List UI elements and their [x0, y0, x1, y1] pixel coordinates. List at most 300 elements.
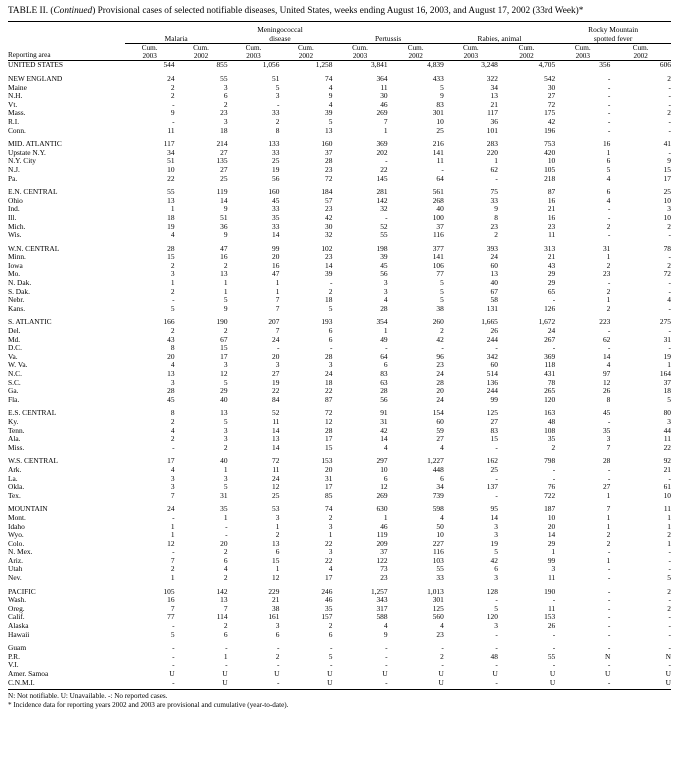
cell-value: 10 — [380, 464, 388, 474]
cell-value: 142 — [376, 195, 388, 205]
cell-value: U — [492, 669, 498, 678]
cell-value: 606 — [659, 60, 671, 70]
cell-value: 2 — [170, 326, 175, 336]
cell-value: 5 — [223, 377, 228, 387]
table-row — [8, 149, 671, 158]
cell-value: 116 — [433, 230, 444, 240]
cell-value: 13 — [167, 369, 175, 378]
cell-value: - — [668, 252, 671, 262]
cell-value: 141 — [432, 147, 444, 157]
table-row — [8, 157, 671, 166]
row-label: Amer. Samoa — [8, 669, 49, 678]
cell-value: 7 — [170, 490, 175, 500]
cell-value: 24 — [325, 369, 333, 378]
cell-value: 49 — [380, 334, 388, 344]
cell-value: 23 — [602, 269, 611, 279]
cell-value: 33 — [272, 204, 280, 214]
cell-value: 15 — [272, 555, 280, 565]
cell-value: - — [607, 573, 611, 583]
cell-value: 198 — [376, 243, 388, 253]
cell-value: 38 — [272, 603, 280, 613]
cell-value: 28 — [325, 351, 333, 361]
cell-value: 131 — [486, 303, 498, 313]
cell-value: - — [607, 416, 611, 426]
cell-value: - — [495, 442, 498, 452]
cell-value: 1 — [275, 564, 280, 574]
cell-value: 2 — [223, 99, 228, 109]
cell-value: 36 — [490, 116, 498, 126]
cell-value: - — [276, 677, 280, 687]
cell-value: 4 — [170, 360, 175, 370]
cell-value: 128 — [486, 586, 498, 596]
row-label: Fla. — [8, 394, 20, 404]
table-row — [8, 166, 671, 175]
page-title — [8, 6, 671, 17]
row-label: Nev. — [8, 573, 22, 583]
cell-value: 10 — [436, 116, 444, 126]
reporting-area-header: Reporting area — [8, 44, 125, 61]
cell-value: 17 — [220, 351, 228, 361]
cell-value: 15 — [167, 252, 175, 262]
cell-value: 43 — [547, 260, 556, 270]
cell-value: 2 — [170, 434, 175, 444]
cell-value: 78 — [663, 243, 671, 253]
cell-value: 55 — [547, 651, 556, 661]
cell-value: 73 — [380, 564, 388, 574]
cell-value: 15 — [220, 343, 228, 353]
cell-value: 35 — [547, 434, 556, 444]
table-row — [8, 313, 671, 327]
row-label: P.R. — [8, 651, 20, 661]
cell-value: 11 — [436, 156, 444, 166]
cell-value: 29 — [547, 278, 556, 288]
cell-value: 11 — [663, 504, 671, 514]
cell-value: 48 — [490, 651, 498, 661]
cell-value: 25 — [490, 464, 498, 474]
cell-value: 2 — [223, 547, 228, 557]
cell-value: 13 — [325, 125, 333, 135]
cell-value: - — [329, 660, 333, 670]
cell-value: 26 — [547, 621, 556, 631]
cell-value: 3 — [170, 473, 175, 483]
table-row — [8, 118, 671, 127]
cell-value: 7 — [223, 603, 228, 613]
cell-value: 12 — [380, 482, 388, 492]
cell-value: 11 — [548, 573, 556, 583]
cell-value: 62 — [602, 334, 611, 344]
cell-value: - — [607, 621, 611, 631]
row-label: Oreg. — [8, 603, 25, 613]
cell-value: 3 — [328, 521, 333, 531]
cell-value: 6 — [383, 360, 388, 370]
table-row — [8, 475, 671, 484]
cell-value: 19 — [490, 538, 498, 548]
row-label: Va. — [8, 351, 18, 361]
cell-value: 9 — [223, 303, 228, 313]
cell-value: 2 — [667, 260, 671, 270]
cell-value: 3 — [494, 521, 498, 531]
cell-value: 80 — [663, 408, 671, 418]
cell-value: - — [668, 621, 671, 631]
cell-value: - — [495, 595, 498, 605]
cell-value: U — [605, 669, 611, 678]
table-row — [8, 396, 671, 405]
row-label: Idaho — [8, 521, 25, 531]
cell-value: 22 — [380, 164, 388, 174]
row-label: N.C. — [8, 369, 22, 378]
footnote-line-2: * Incidence data for reporting years 2002 and 2003 are provisional and cumulative (year-to-date). — [8, 700, 289, 709]
table-row — [8, 92, 671, 101]
cell-value: 2 — [328, 621, 333, 631]
cell-value: - — [172, 116, 175, 126]
cell-value: 283 — [486, 139, 498, 149]
cell-value: 13 — [167, 195, 175, 205]
group-header-rmsf: Rocky Mountain spotted fever — [555, 22, 671, 44]
cell-value: N — [605, 651, 611, 661]
cell-value: 3 — [383, 286, 388, 296]
cell-value: 37 — [436, 221, 444, 231]
cell-value: 60 — [436, 416, 444, 426]
cell-value: 2 — [275, 651, 280, 661]
cell-value: 218 — [544, 173, 556, 183]
cell-value: 12 — [325, 416, 333, 426]
cell-value: 9 — [328, 91, 333, 101]
table-row — [8, 253, 671, 262]
cell-value: 322 — [486, 74, 498, 83]
cell-value: - — [607, 343, 611, 353]
cell-value: 46 — [380, 521, 388, 531]
cell-value: 18 — [220, 125, 228, 135]
cell-value: 3 — [275, 512, 280, 522]
cell-value: 21 — [663, 464, 671, 474]
cell-value: 72 — [325, 173, 333, 183]
cell-value: 2 — [667, 221, 671, 231]
cell-value: 14 — [602, 351, 611, 361]
cell-value: 229 — [268, 586, 280, 596]
table-body — [8, 61, 671, 687]
cell-value: - — [607, 91, 611, 101]
cell-value: - — [172, 651, 175, 661]
cell-value: 6 — [606, 187, 611, 197]
row-label: Wash. — [8, 595, 27, 605]
cell-value: 27 — [272, 369, 280, 378]
cell-value: - — [495, 343, 498, 353]
cell-value: 4 — [440, 621, 444, 631]
cell-value: 97 — [602, 369, 611, 378]
cell-value: 223 — [599, 317, 611, 327]
row-label: MOUNTAIN — [8, 504, 48, 514]
cell-value: 5 — [223, 482, 228, 492]
cell-value: 31 — [380, 416, 388, 426]
cell-value: 72 — [547, 99, 556, 109]
cell-value: - — [607, 660, 611, 670]
cell-value: 2 — [494, 230, 498, 240]
cell-value: 87 — [325, 394, 333, 404]
cell-value: 42 — [380, 425, 388, 435]
table-row — [8, 240, 671, 254]
table-row — [8, 327, 671, 336]
cell-value: 56 — [272, 173, 280, 183]
cell-value: 269 — [376, 108, 388, 118]
cell-value: 74 — [325, 504, 333, 514]
cell-value: 74 — [325, 74, 333, 83]
cell-value: 23 — [325, 252, 333, 262]
cell-value: 2 — [170, 82, 175, 92]
cell-value: 7 — [383, 116, 388, 126]
cell-value: - — [607, 74, 611, 83]
table-row — [8, 548, 671, 557]
cell-value: - — [552, 643, 556, 653]
cell-value: 275 — [659, 317, 671, 327]
cell-value: 102 — [321, 243, 333, 253]
cell-value: 34 — [490, 82, 498, 92]
notifiable-diseases-table — [8, 21, 671, 687]
cell-value: 14 — [272, 425, 280, 435]
table-row — [8, 631, 671, 640]
cell-value: U — [665, 677, 671, 687]
cell-value: 11 — [272, 464, 280, 474]
table-row — [8, 639, 671, 653]
cell-value: 10 — [663, 195, 671, 205]
cell-value: 27 — [220, 147, 228, 157]
cell-value: 297 — [376, 456, 388, 466]
cell-value: - — [607, 82, 611, 92]
table-row — [8, 379, 671, 388]
cell-value: - — [495, 629, 498, 639]
cell-value: - — [607, 108, 611, 118]
cell-value: 6 — [223, 629, 228, 639]
cell-value: 3 — [606, 434, 611, 444]
cell-value: - — [441, 643, 444, 653]
cell-value: 160 — [321, 139, 333, 149]
cell-value: 30 — [547, 82, 556, 92]
cell-value: - — [668, 343, 671, 353]
cell-value: 3 — [223, 473, 228, 483]
cell-value: 26 — [602, 386, 611, 396]
row-label: Wis. — [8, 230, 22, 240]
cell-value: 14 — [272, 442, 280, 452]
cell-value: 52 — [272, 408, 280, 418]
cell-value: 43 — [167, 334, 175, 344]
cell-value: 4 — [328, 564, 333, 574]
table-row — [8, 492, 671, 501]
cell-value: 3 — [667, 204, 671, 214]
cell-value: 5 — [494, 547, 498, 557]
cell-value: - — [668, 230, 671, 240]
row-label: Guam — [8, 643, 27, 653]
table-row — [8, 435, 671, 444]
cell-value: 13 — [490, 269, 498, 279]
cell-value: U — [169, 669, 175, 678]
cell-value: 2 — [328, 286, 333, 296]
cell-value: 106 — [432, 260, 444, 270]
cell-value: 21 — [547, 252, 556, 262]
cell-value: - — [668, 82, 671, 92]
cell-value: 9 — [440, 91, 444, 101]
cell-value: 6 — [328, 629, 333, 639]
row-label: Mich. — [8, 221, 26, 231]
cell-value: 122 — [376, 555, 388, 565]
cell-value: - — [668, 555, 671, 565]
cell-value: 99 — [272, 243, 280, 253]
row-label: Md. — [8, 334, 21, 344]
cell-value: 246 — [321, 586, 333, 596]
cell-value: 1 — [170, 530, 175, 540]
cell-value: - — [385, 651, 388, 661]
cell-value: 41 — [663, 139, 671, 149]
cell-value: 31 — [325, 473, 333, 483]
row-label: N.Y. City — [8, 156, 36, 166]
row-label: Pa. — [8, 173, 18, 183]
cell-value: 18 — [663, 386, 671, 396]
cell-value: 55 — [436, 564, 444, 574]
cell-value: 1 — [328, 530, 333, 540]
cell-value: 19 — [663, 351, 671, 361]
cell-value: 1 — [170, 204, 175, 214]
cell-value: 45 — [167, 394, 175, 404]
cell-value: - — [552, 629, 556, 639]
cell-value: 4 — [328, 99, 333, 109]
cell-value: - — [172, 660, 175, 670]
row-label: W. Va. — [8, 360, 28, 370]
cell-value: 28 — [380, 303, 388, 313]
cell-value: 13 — [490, 91, 498, 101]
cell-value: 5 — [440, 286, 444, 296]
cell-value: 1,013 — [427, 586, 444, 596]
cell-value: 32 — [380, 204, 388, 214]
cell-value: 5 — [494, 603, 498, 613]
cell-value: 33 — [436, 573, 444, 583]
table-row — [8, 288, 671, 297]
cell-value: 207 — [268, 317, 280, 327]
cell-value: - — [607, 326, 611, 336]
cell-value: 16 — [547, 195, 556, 205]
cell-value: 4 — [440, 442, 444, 452]
cell-value: 265 — [544, 386, 556, 396]
cell-value: U — [549, 669, 556, 678]
row-label: Tenn. — [8, 425, 25, 435]
cell-value: 3 — [275, 360, 280, 370]
cell-value: 125 — [432, 603, 444, 613]
cell-value: U — [665, 669, 671, 678]
cell-value: 260 — [432, 317, 444, 327]
cell-value: 125 — [486, 408, 498, 418]
row-label: N. Mex. — [8, 547, 33, 557]
cell-value: 5 — [328, 651, 333, 661]
cell-value: 46 — [325, 595, 333, 605]
row-label: N.J. — [8, 164, 20, 174]
cell-value: - — [385, 660, 388, 670]
cell-value: 1 — [667, 538, 671, 548]
row-label: Vt. — [8, 99, 18, 109]
cell-value: 91 — [380, 408, 388, 418]
cell-value: - — [172, 621, 175, 631]
table-row — [8, 270, 671, 279]
cell-value: 163 — [544, 408, 556, 418]
group-header-pertussis: Pertussis — [332, 22, 443, 44]
cell-value: 6 — [440, 473, 444, 483]
table-row — [8, 370, 671, 379]
cell-value: 2 — [440, 326, 444, 336]
cell-value: - — [385, 212, 388, 222]
cell-value: 19 — [272, 164, 280, 174]
row-label: V.I. — [8, 660, 19, 670]
row-label: Ky. — [8, 416, 19, 426]
cell-value: 209 — [376, 538, 388, 548]
cell-value: 2 — [606, 260, 611, 270]
cell-value: - — [441, 343, 444, 353]
cell-value: U — [327, 677, 333, 687]
cell-value: 5 — [223, 416, 228, 426]
cell-value: - — [607, 464, 611, 474]
cell-value: 76 — [547, 482, 556, 492]
row-label: W.S. CENTRAL — [8, 456, 59, 466]
cell-value: 45 — [380, 260, 388, 270]
cell-value: 3 — [494, 621, 498, 631]
table-row — [8, 596, 671, 605]
cell-value: 24 — [272, 473, 280, 483]
cell-value: 244 — [486, 386, 498, 396]
cell-value: 38 — [436, 303, 444, 313]
cell-value: 3 — [275, 621, 280, 631]
cell-value: 13 — [272, 538, 280, 548]
cell-value: 433 — [432, 74, 444, 83]
cell-value: - — [668, 547, 671, 557]
cell-value: 28 — [602, 456, 611, 466]
cell-value: 39 — [325, 269, 333, 279]
cell-value: 13 — [220, 595, 228, 605]
cell-value: 24 — [436, 394, 444, 404]
cell-value: 142 — [216, 586, 228, 596]
cell-value: 2 — [440, 651, 444, 661]
row-label: Ill. — [8, 212, 17, 222]
table-row — [8, 605, 671, 614]
row-label: Mass. — [8, 108, 26, 118]
cell-value: 227 — [432, 538, 444, 548]
cell-value: 42 — [490, 555, 498, 565]
cell-value: 15 — [663, 164, 671, 174]
cell-value: 1 — [606, 252, 611, 262]
cell-value: 116 — [433, 547, 444, 557]
cell-value: U — [438, 677, 444, 687]
row-label: Ind. — [8, 204, 20, 214]
cell-value: 6 — [223, 91, 228, 101]
cell-value: 5 — [170, 303, 175, 313]
cell-value: - — [607, 547, 611, 557]
cell-value: 7 — [170, 555, 175, 565]
cell-value: 1 — [223, 512, 228, 522]
cell-value: 119 — [216, 187, 228, 197]
cell-value: 5 — [440, 82, 444, 92]
cell-value: 2 — [223, 260, 228, 270]
row-label: NEW ENGLAND — [8, 74, 63, 83]
cell-value: 27 — [547, 91, 556, 101]
cell-value: 3 — [170, 377, 175, 387]
cell-value: 42 — [325, 212, 333, 222]
table-row — [8, 336, 671, 345]
row-label: PACIFIC — [8, 586, 36, 596]
cell-value: 9 — [383, 629, 388, 639]
cell-value: - — [385, 156, 388, 166]
cell-value: 8 — [606, 394, 611, 404]
cell-value: 35 — [220, 504, 228, 514]
cell-value: 75 — [490, 187, 498, 197]
cell-value: 12 — [220, 369, 228, 378]
cell-value: 19 — [167, 221, 175, 231]
cell-value: - — [607, 595, 611, 605]
cell-value: - — [329, 643, 333, 653]
cell-value: 83 — [436, 99, 444, 109]
